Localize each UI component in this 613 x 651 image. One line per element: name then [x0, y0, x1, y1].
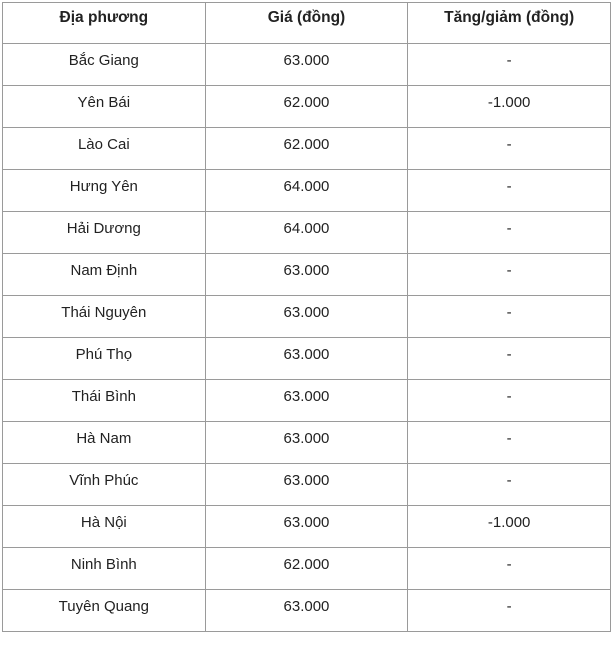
- cell-change: -: [408, 422, 611, 464]
- cell-price: 62.000: [205, 548, 408, 590]
- header-change: Tăng/giảm (đồng): [408, 3, 611, 44]
- table-row: [3, 338, 611, 380]
- cell-location: Thái Bình: [3, 380, 206, 422]
- cell-location: Hà Nội: [3, 506, 206, 548]
- cell-location: Lào Cai: [3, 128, 206, 170]
- cell-location: Yên Bái: [3, 86, 206, 128]
- cell-change: -: [408, 296, 611, 338]
- header-price: Giá (đồng): [205, 3, 408, 44]
- cell-price: 63.000: [205, 506, 408, 548]
- cell-price: 63.000: [205, 464, 408, 506]
- table-row: [3, 128, 611, 170]
- cell-change: -: [408, 128, 611, 170]
- table-row: [3, 212, 611, 254]
- cell-price: 63.000: [205, 338, 408, 380]
- table-header-row: [3, 3, 611, 44]
- table-row: [3, 296, 611, 338]
- cell-price: 62.000: [205, 128, 408, 170]
- cell-change: -: [408, 590, 611, 632]
- table-body: [3, 44, 611, 632]
- cell-change: -: [408, 380, 611, 422]
- table-row: [3, 506, 611, 548]
- cell-location: Hải Dương: [3, 212, 206, 254]
- cell-location: Hà Nam: [3, 422, 206, 464]
- cell-price: 63.000: [205, 44, 408, 86]
- table-row: [3, 590, 611, 632]
- header-location: Địa phương: [3, 3, 206, 44]
- cell-price: 63.000: [205, 590, 408, 632]
- cell-change: -: [408, 464, 611, 506]
- table-row: [3, 254, 611, 296]
- cell-change: -: [408, 254, 611, 296]
- table-row: [3, 548, 611, 590]
- cell-price: 64.000: [205, 212, 408, 254]
- cell-change: -: [408, 212, 611, 254]
- table-row: [3, 170, 611, 212]
- cell-location: Bắc Giang: [3, 44, 206, 86]
- cell-location: Phú Thọ: [3, 338, 206, 380]
- table-row: [3, 380, 611, 422]
- cell-location: Hưng Yên: [3, 170, 206, 212]
- cell-location: Nam Định: [3, 254, 206, 296]
- cell-price: 64.000: [205, 170, 408, 212]
- table-row: [3, 464, 611, 506]
- cell-change: -: [408, 170, 611, 212]
- cell-change: -1.000: [408, 506, 611, 548]
- cell-change: -1.000: [408, 86, 611, 128]
- table-row: [3, 44, 611, 86]
- cell-price: 63.000: [205, 296, 408, 338]
- price-table: [2, 2, 611, 632]
- cell-change: -: [408, 548, 611, 590]
- cell-change: -: [408, 44, 611, 86]
- table-row: [3, 86, 611, 128]
- cell-price: 63.000: [205, 380, 408, 422]
- cell-change: -: [408, 338, 611, 380]
- cell-location: Vĩnh Phúc: [3, 464, 206, 506]
- cell-price: 63.000: [205, 422, 408, 464]
- cell-location: Thái Nguyên: [3, 296, 206, 338]
- cell-price: 63.000: [205, 254, 408, 296]
- cell-location: Ninh Bình: [3, 548, 206, 590]
- table-row: [3, 422, 611, 464]
- cell-location: Tuyên Quang: [3, 590, 206, 632]
- cell-price: 62.000: [205, 86, 408, 128]
